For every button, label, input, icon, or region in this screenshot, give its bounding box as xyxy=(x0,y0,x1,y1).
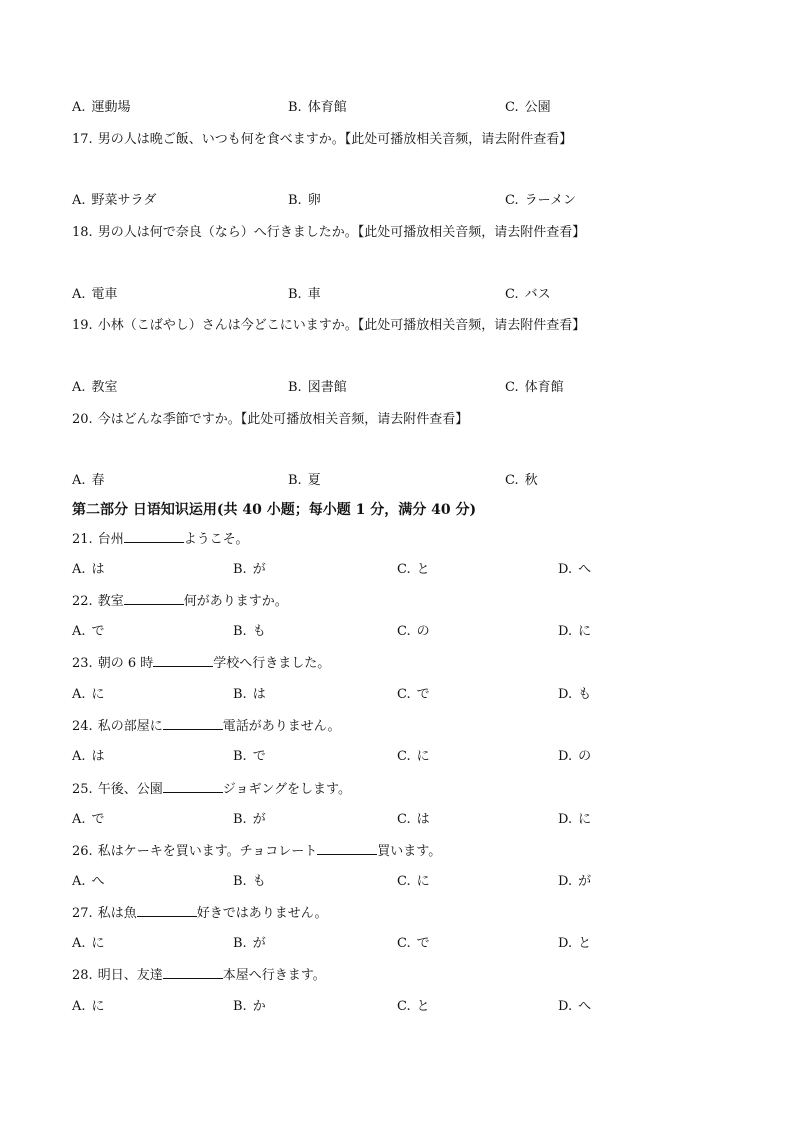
option-c: C. で xyxy=(397,936,430,951)
option-b: B. 夏 xyxy=(288,473,321,488)
audio-note: 【此处可播放相关音频，请去附件查看】 xyxy=(240,412,469,427)
question-25: 25. 午後、公園 ジョギングをします。 xyxy=(72,782,352,797)
option-d: D. と xyxy=(558,936,592,951)
option-a: A. 野菜サラダ xyxy=(72,193,157,208)
option-b: B. 図書館 xyxy=(288,380,347,395)
option-c: C. バス xyxy=(505,287,551,302)
question-18: 18. 男の人は何で奈良（なら）へ行きましたか。【此处可播放相关音频，请去附件查看】 xyxy=(72,225,586,240)
option-b: B. 車 xyxy=(288,287,321,302)
option-a: A. に xyxy=(72,999,105,1014)
option-b: B. は xyxy=(233,687,266,702)
answer-blank[interactable] xyxy=(153,654,213,667)
option-d: D. も xyxy=(558,687,592,702)
question-26: 26. 私はケーキを買います。チョコレート 買います。 xyxy=(72,844,442,859)
section-2-heading: 第二部分 日语知识运用(共 40 小题；每小题 1 分，满分 40 分) xyxy=(72,502,477,518)
option-b: B. も xyxy=(233,874,266,889)
option-c: C. の xyxy=(397,624,430,639)
answer-blank[interactable] xyxy=(163,717,223,730)
audio-note: 【此处可播放相关音频，请去附件查看】 xyxy=(357,318,586,333)
option-b: B. も xyxy=(233,624,266,639)
option-a: A. 運動場 xyxy=(72,100,131,115)
option-b: B. が xyxy=(233,562,266,577)
option-a: A. は xyxy=(72,562,105,577)
option-b: B. で xyxy=(233,749,266,764)
question-23: 23. 朝の 6 時 学校へ行きました。 xyxy=(72,656,331,671)
option-b: B. か xyxy=(233,999,266,1014)
option-c: C. 公園 xyxy=(505,100,551,115)
option-a: A. 電車 xyxy=(72,287,118,302)
option-d: D. へ xyxy=(558,999,592,1014)
option-c: C. に xyxy=(397,749,430,764)
question-28: 28. 明日、友達 本屋へ行きます。 xyxy=(72,968,326,983)
option-a: A. で xyxy=(72,624,105,639)
option-c: C. 秋 xyxy=(505,473,538,488)
question-22: 22. 教室 何がありますか。 xyxy=(72,594,288,609)
audio-note: 【此处可播放相关音频，请去附件查看】 xyxy=(357,225,586,240)
option-a: A. で xyxy=(72,812,105,827)
option-a: A. は xyxy=(72,749,105,764)
option-d: D. の xyxy=(558,749,592,764)
option-c: C. に xyxy=(397,874,430,889)
answer-blank[interactable] xyxy=(163,780,223,793)
answer-blank[interactable] xyxy=(317,842,377,855)
question-20: 20. 今はどんな季節ですか。【此处可播放相关音频，请去附件查看】 xyxy=(72,412,469,427)
option-c: C. と xyxy=(397,999,430,1014)
option-d: D. が xyxy=(558,874,592,889)
question-21: 21. 台州 ようこそ。 xyxy=(72,532,249,547)
question-27: 27. 私は魚 好きではありません。 xyxy=(72,906,328,921)
option-a: A. に xyxy=(72,687,105,702)
option-c: C. は xyxy=(397,812,430,827)
answer-blank[interactable] xyxy=(137,904,197,917)
option-a: A. に xyxy=(72,936,105,951)
answer-blank[interactable] xyxy=(124,592,184,605)
option-d: D. に xyxy=(558,624,592,639)
option-b: B. が xyxy=(233,812,266,827)
option-c: C. 体育館 xyxy=(505,380,564,395)
question-24: 24. 私の部屋に 電話がありません。 xyxy=(72,719,341,734)
option-b: B. 体育館 xyxy=(288,100,347,115)
option-b: B. が xyxy=(233,936,266,951)
option-b: B. 卵 xyxy=(288,193,321,208)
option-a: A. 教室 xyxy=(72,380,118,395)
answer-blank[interactable] xyxy=(163,966,223,979)
option-c: C. で xyxy=(397,687,430,702)
option-a: A. へ xyxy=(72,874,105,889)
option-a: A. 春 xyxy=(72,473,105,488)
question-17: 17. 男の人は晩ご飯、いつも何を食べますか。【此处可播放相关音频，请去附件查看】 xyxy=(72,132,573,147)
answer-blank[interactable] xyxy=(124,530,184,543)
question-19: 19. 小林（こばやし）さんは今どこにいますか。【此处可播放相关音频，请去附件查看】 xyxy=(72,318,586,333)
audio-note: 【此处可播放相关音频，请去附件查看】 xyxy=(344,132,573,147)
option-d: D. に xyxy=(558,812,592,827)
option-d: D. へ xyxy=(558,562,592,577)
option-c: C. ラーメン xyxy=(505,193,576,208)
option-c: C. と xyxy=(397,562,430,577)
